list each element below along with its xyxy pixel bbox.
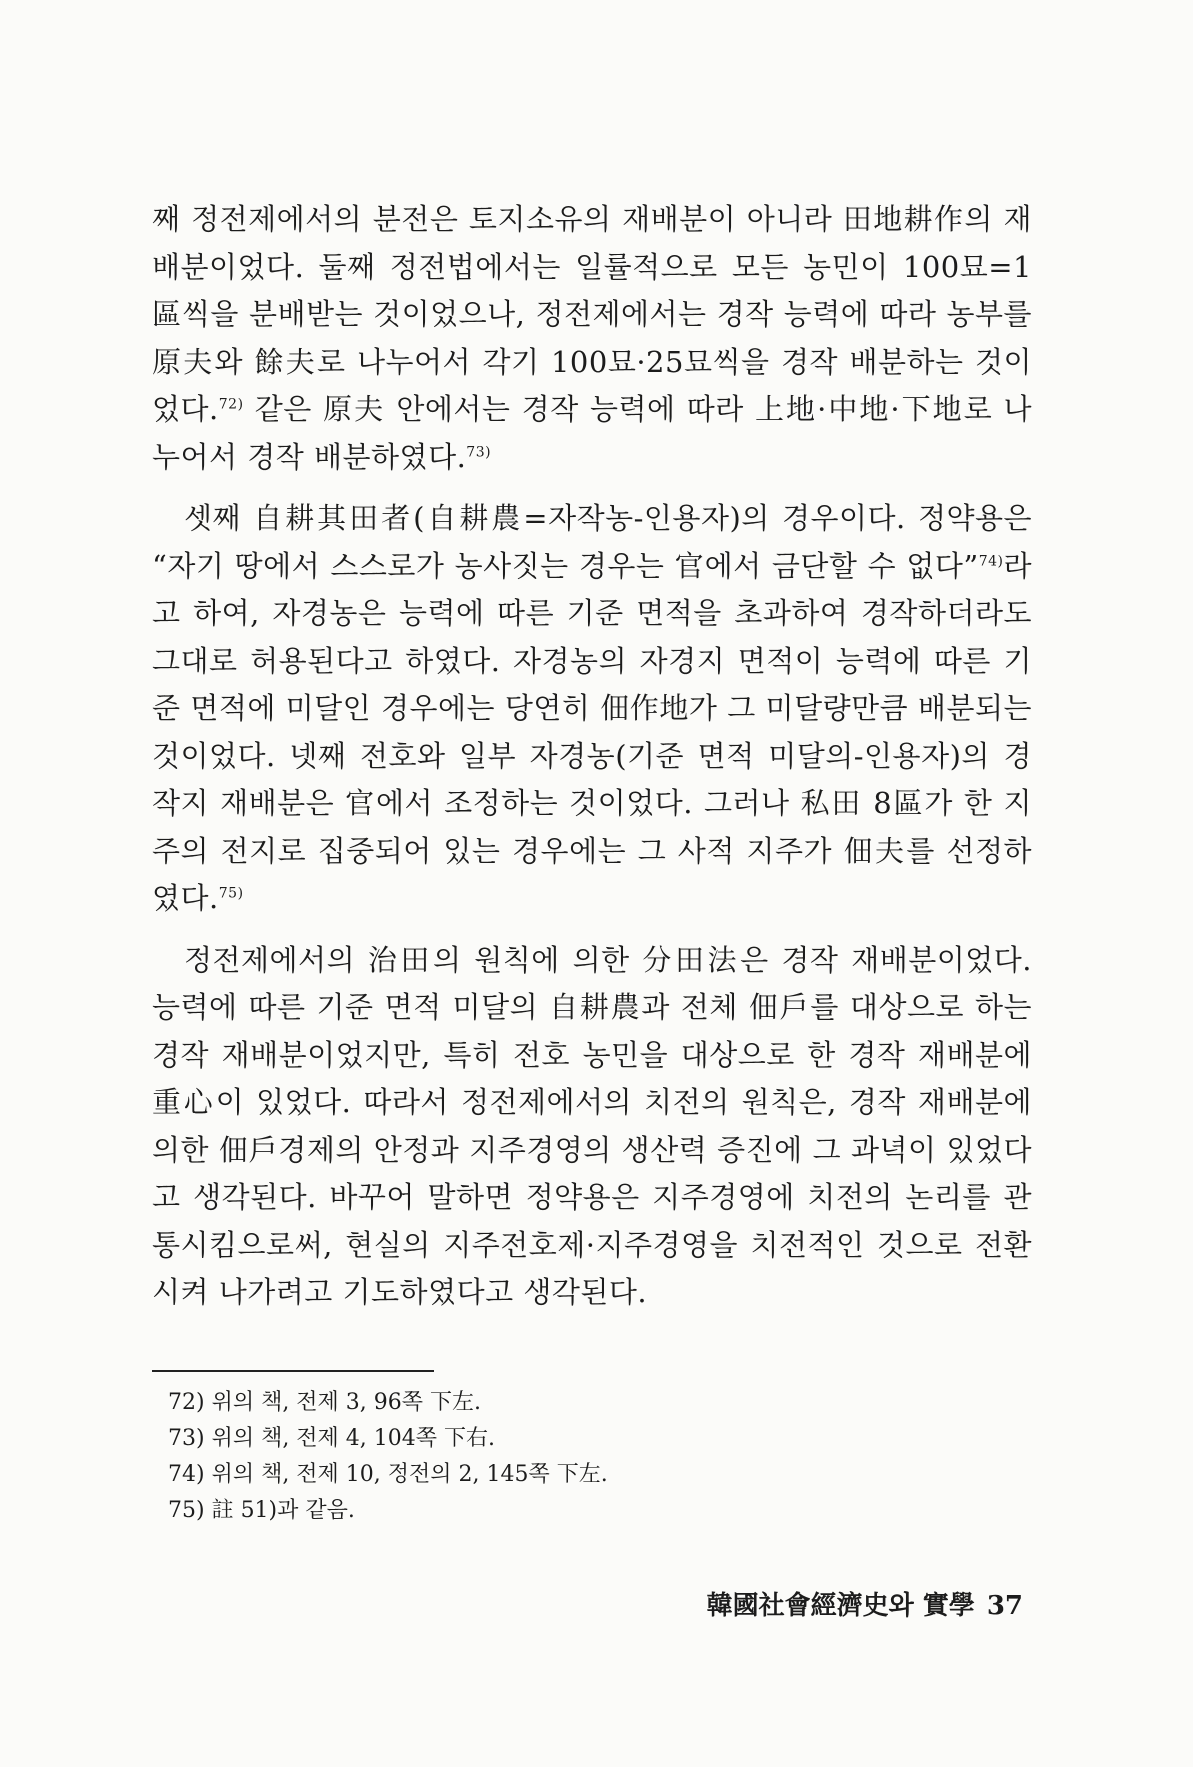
footnote-ref-74: 74) bbox=[978, 552, 1004, 569]
page-number: 37 bbox=[986, 1591, 1023, 1621]
footnote-divider bbox=[152, 1370, 434, 1372]
footnotes bbox=[168, 1385, 868, 1529]
footnote-73: 73) 위의 책, 전제 4, 104쪽 下右. bbox=[168, 1426, 496, 1451]
paragraph-3 bbox=[152, 937, 1032, 1317]
paragraph-1-text-cont: 같은 原夫 안에서는 경작 능력에 따라 上地·中地·下地로 나누어서 경작 배분하였다. bbox=[152, 392, 1032, 474]
footnote-74: 74) 위의 책, 전제 10, 정전의 2, 145쪽 下左. bbox=[168, 1462, 608, 1487]
footnote-ref-75: 75) bbox=[218, 885, 244, 902]
paragraph-3-text: 정전제에서의 治田의 원칙에 의한 分田法은 경작 재배분이었다. 능력에 따른 기준 면적 미달의 自耕農과 전체 佃戶를 대상으로 하는 경작 재배분이었지만, 특히 전호 농민을 대상으로 한 경작 재배분에 重心이 있었다. 따라서 정전제에서의 치전의 원칙은, 경작 재배분에 의한 佃戶경제의 안정과 지주경영의 생산력 증진에 그 과녁이 있었다고 생각된다. 바꾸어 말하면 정약용은 지주경영에 치전의 논리를 관통시킴으로써, 현실의 지주전호제·지주경영을 치전적인 것으로 전환시켜 나가려고 기도하였다고 생각된다. bbox=[152, 942, 1032, 1309]
paragraph-1 bbox=[152, 196, 1032, 481]
paragraph-2-text: 셋째 自耕其田者(自耕農=자작농-인용자)의 경우이다. 정약용은 “자기 땅에서 스스로가 농사짓는 경우는 官에서 금단할 수 없다” bbox=[152, 501, 1032, 583]
paragraph-2 bbox=[152, 495, 1032, 923]
footnote-ref-72: 72) bbox=[218, 396, 244, 413]
paragraph-1-text: 째 정전제에서의 분전은 토지소유의 재배분이 아니라 田地耕作의 재배분이었다. 둘째 정전법에서는 일률적으로 모든 농민이 100묘=1區씩을 분배받는 것이었으나, 정전제에서는 경작 능력에 따라 농부를 原夫와 餘夫로 나누어서 각기 100묘·25묘씩을 경작 배분하는 것이었다. bbox=[152, 202, 1032, 426]
running-footer bbox=[707, 1585, 1023, 1622]
paragraph-2-text-cont: 라고 하여, 자경농은 능력에 따른 기준 면적을 초과하여 경작하더라도 그대로 허용된다고 하였다. 자경농의 자경지 면적이 능력에 따른 기준 면적에 미달인 경우에는 당연히 佃作地가 그 미달량만큼 배분되는 것이었다. 넷째 전호와 일부 자경농(기준 면적 미달의-인용자)의 경작지 재배분은 官에서 조정하는 것이었다. 그러나 私田 8區가 한 지주의 전지로 집중되어 있는 경우에는 그 사적 지주가 佃夫를 선정하였다. bbox=[152, 548, 1032, 915]
footnote-75: 75) 註 51)과 같음. bbox=[168, 1498, 355, 1523]
footnote-ref-73: 73) bbox=[466, 443, 492, 460]
main-text bbox=[152, 196, 1032, 1331]
footnote-72: 72) 위의 책, 전제 3, 96쪽 下左. bbox=[168, 1390, 482, 1415]
book-title: 韓國社會經濟史와 實學 bbox=[706, 1591, 975, 1621]
